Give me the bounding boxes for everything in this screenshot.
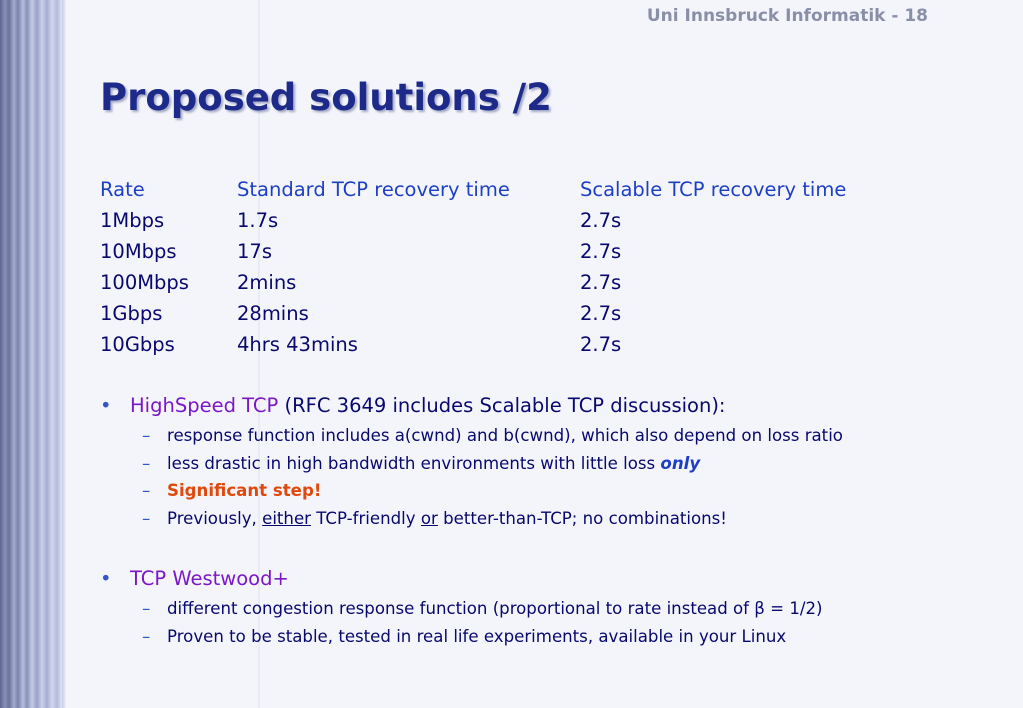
- scalable-time-cell: 2.7s: [580, 302, 622, 325]
- sub-bullet: [142, 426, 843, 445]
- sub-bullet-text: better-than-TCP; no combinations!: [437, 509, 727, 528]
- table-row: [100, 298, 846, 329]
- rate-cell: 1Gbps: [100, 302, 163, 325]
- bullet-marker: •: [100, 394, 112, 417]
- column-header-standard: Standard TCP recovery time: [237, 178, 510, 201]
- slide-title: Proposed solutions /2: [100, 76, 552, 119]
- bullet-heading: HighSpeed TCP: [130, 394, 279, 417]
- sub-bullet-text: different congestion response function (proportional to rate instead of β = 1/2): [167, 599, 823, 618]
- sub-bullet: [142, 627, 786, 646]
- bullet-heading: TCP Westwood+: [130, 567, 289, 590]
- column-header-scalable: Scalable TCP recovery time: [580, 178, 847, 201]
- bullet-marker: •: [100, 567, 112, 590]
- significant-step-text: Significant step!: [167, 481, 322, 500]
- dash-marker: –: [142, 426, 151, 445]
- sub-bullet-text: TCP-friendly: [310, 509, 421, 528]
- sub-bullet-text: less drastic in high bandwidth environments with little loss: [167, 454, 661, 473]
- underlined-either: either: [262, 509, 311, 528]
- table-row: [100, 205, 846, 236]
- rate-cell: 100Mbps: [100, 271, 189, 294]
- emphasis-only: only: [660, 454, 701, 473]
- sub-bullet-text: response function includes a(cwnd) and b(cwnd), which also depend on loss ratio: [167, 426, 843, 445]
- bullet-text: (RFC 3649 includes Scalable TCP discussion):: [278, 394, 726, 417]
- standard-time-cell: 1.7s: [237, 209, 279, 232]
- sub-bullet: [142, 509, 727, 528]
- table-row: [100, 267, 846, 298]
- scalable-time-cell: 2.7s: [580, 333, 622, 356]
- bullet-highspeed-tcp: [100, 394, 726, 417]
- table-row: [100, 236, 846, 267]
- standard-time-cell: 4hrs 43mins: [237, 333, 358, 356]
- standard-time-cell: 28mins: [237, 302, 309, 325]
- standard-time-cell: 2mins: [237, 271, 297, 294]
- dash-marker: –: [142, 627, 151, 646]
- left-decorative-stripe: [0, 0, 62, 708]
- standard-time-cell: 17s: [237, 240, 272, 263]
- underlined-or: or: [420, 509, 438, 528]
- bullet-tcp-westwood: [100, 567, 289, 590]
- sub-bullet: [142, 481, 321, 500]
- scalable-time-cell: 2.7s: [580, 209, 622, 232]
- table-row: [100, 329, 846, 360]
- sub-bullet: [142, 454, 700, 473]
- sub-bullet-text: Proven to be stable, tested in real life experiments, available in your Linux: [167, 627, 787, 646]
- dash-marker: –: [142, 481, 151, 500]
- dash-marker: –: [142, 454, 151, 473]
- rate-cell: 10Gbps: [100, 333, 175, 356]
- sub-bullet: [142, 599, 823, 618]
- scalable-time-cell: 2.7s: [580, 240, 622, 263]
- column-header-rate: Rate: [100, 178, 145, 201]
- slide-header: Uni Innsbruck Informatik - 18: [646, 6, 928, 26]
- dash-marker: –: [142, 509, 151, 528]
- rate-cell: 10Mbps: [100, 240, 177, 263]
- rate-cell: 1Mbps: [100, 209, 165, 232]
- recovery-time-table: [100, 174, 846, 360]
- dash-marker: –: [142, 599, 151, 618]
- stripe-edge: [62, 0, 66, 708]
- table-header-row: [100, 174, 846, 205]
- sub-bullet-text: Previously,: [167, 509, 263, 528]
- scalable-time-cell: 2.7s: [580, 271, 622, 294]
